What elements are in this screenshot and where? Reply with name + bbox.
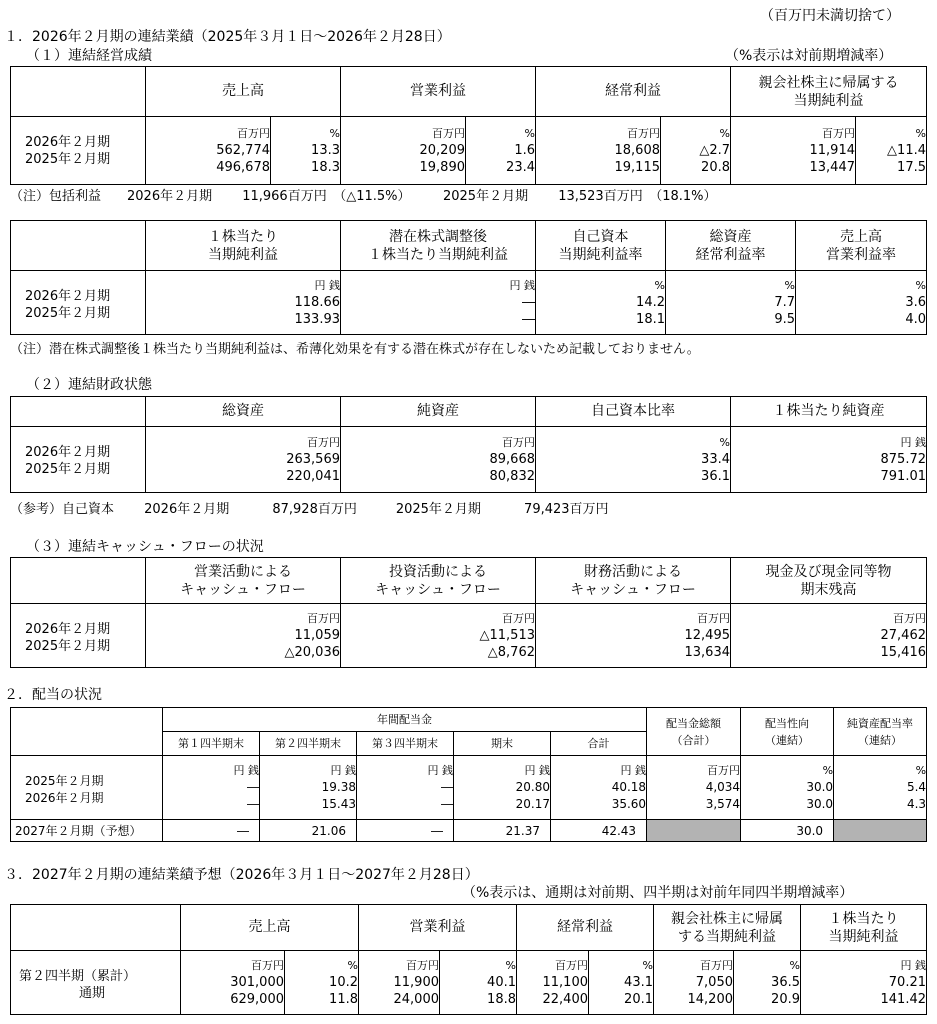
header-net-income: 親会社株主に帰属 する当期純利益 <box>654 905 801 951</box>
value: 18,608 <box>614 143 660 158</box>
payout-ratio-cell: % 30.0 30.0 <box>741 756 834 820</box>
header-q1-end: 第１四半期末 <box>163 732 260 756</box>
header-operating-income: 営業利益 <box>359 905 517 951</box>
operating-pct-cell: % 40.1 18.8 <box>440 951 517 1015</box>
header-blank <box>11 397 146 427</box>
header-operating-income: 営業利益 <box>341 67 536 117</box>
subsection-operating-results: （１）連結経営成績 <box>26 48 152 64</box>
value: 9.5 <box>774 312 795 327</box>
value: △11,513 <box>479 628 535 643</box>
value: 4,034 <box>705 780 741 794</box>
value: 22,400 <box>542 992 588 1007</box>
equity-ratio-cell: % 33.4 36.1 <box>536 427 731 493</box>
value: △11.4 <box>887 143 926 158</box>
row-labels <box>11 951 181 1015</box>
value: 875.72 <box>880 452 926 467</box>
header-doe: 純資産配当率 （連結） <box>834 708 927 756</box>
header-ordinary-income: 経常利益 <box>517 905 654 951</box>
value: 18.3 <box>311 160 340 175</box>
value: 11,900 <box>393 975 439 990</box>
value: 629,000 <box>230 992 284 1007</box>
row-label: 2025年２月期 <box>25 639 111 654</box>
operating-amount-cell: 百万円 20,209 19,890 <box>341 117 466 185</box>
dividends-table <box>10 707 927 842</box>
row-label: 2026年２月期 <box>25 135 111 150</box>
value: 301,000 <box>230 975 284 990</box>
row-label: 2025年２月期 <box>25 774 104 788</box>
operating-results-table <box>10 66 927 185</box>
header-eps: １株当たり 当期純利益 <box>146 221 341 271</box>
forecast-table <box>10 904 927 1015</box>
net-income-amount-cell: 百万円 7,050 14,200 <box>654 951 734 1015</box>
value: 23.4 <box>506 160 535 175</box>
header-q2-end: 第２四半期末 <box>260 732 357 756</box>
operating-pct-cell: % 1.6 23.4 <box>466 117 536 185</box>
value: 220,041 <box>286 469 340 484</box>
value: 40.1 <box>487 975 516 990</box>
header-net-income-line1: 親会社株主に帰属する <box>758 74 899 91</box>
value: 13.3 <box>311 143 340 158</box>
value: 89,668 <box>489 452 535 467</box>
forecast-percent-note: （%表示は、通期は対前期、四半期は対前年同四半期増減率） <box>462 885 854 901</box>
value: 4.0 <box>905 312 926 327</box>
section2-title: ２．配当の状況 <box>4 687 102 703</box>
header-blank <box>11 708 163 756</box>
value: △8,762 <box>487 645 535 660</box>
row-label: 第２四半期（累計） <box>19 969 137 984</box>
net-income-pct-cell: % △11.4 17.5 <box>856 117 927 185</box>
ordinary-amount-cell: 百万円 11,100 22,400 <box>517 951 589 1015</box>
ordinary-pct-cell: % 43.1 20.1 <box>589 951 654 1015</box>
total-dividend-per-share-cell: 円 銭 40.18 35.60 <box>551 756 647 820</box>
row-labels <box>11 604 146 668</box>
per-share-ratios-table <box>10 220 927 335</box>
header-blank <box>11 221 146 271</box>
header-q3-end: 第３四半期末 <box>357 732 454 756</box>
value: 18.8 <box>487 992 516 1007</box>
header-operating-cf: 営業活動による キャッシュ・フロー <box>146 558 341 604</box>
net-income-amount-cell: 百万円 11,914 13,447 <box>731 117 856 185</box>
ordinary-amount-cell: 百万円 18,608 19,115 <box>536 117 661 185</box>
header-total-assets: 総資産 <box>146 397 341 427</box>
value: 11.8 <box>329 992 358 1007</box>
value: 141.42 <box>880 992 926 1007</box>
net-income-pct-cell: % 36.5 20.9 <box>734 951 801 1015</box>
value: 40.18 <box>611 780 647 794</box>
value: ― <box>441 780 453 794</box>
header-net-income-line2: 当期純利益 <box>793 92 864 109</box>
value: 562,774 <box>216 143 270 158</box>
value: 11,059 <box>294 628 340 643</box>
roe-cell: % 14.2 18.1 <box>536 271 666 335</box>
row-label: 通期 <box>79 986 106 1001</box>
forecast-q2-dividend: 21.06 <box>260 820 357 842</box>
net-assets-cell: 百万円 89,668 80,832 <box>341 427 536 493</box>
value: 19,115 <box>614 160 660 175</box>
value: 70.21 <box>888 975 926 990</box>
sales-amount-cell: 百万円 301,000 629,000 <box>181 951 285 1015</box>
forecast-total-amount-shaded <box>647 820 741 842</box>
header-ordinary-income: 経常利益 <box>536 67 731 117</box>
value: 13,634 <box>684 645 730 660</box>
header-net-income <box>731 67 927 117</box>
value: 20.9 <box>771 992 800 1007</box>
value: 3,574 <box>705 797 741 811</box>
forecast-year-end-dividend: 21.37 <box>454 820 551 842</box>
value: 30.0 <box>806 797 834 811</box>
header-blank <box>11 67 146 117</box>
value: 13,447 <box>809 160 855 175</box>
header-payout-ratio: 配当性向 （連結） <box>741 708 834 756</box>
total-dividend-amount-cell: 百万円 4,034 3,574 <box>647 756 741 820</box>
subsection-cash-flows: （３）連結キャッシュ・フローの状況 <box>26 539 264 555</box>
header-blank <box>11 905 181 951</box>
unit-note: （百万円未満切捨て） <box>760 8 900 24</box>
header-equity-ratio: 自己資本比率 <box>536 397 731 427</box>
header-total-dividend: 配当金総額 （合計） <box>647 708 741 756</box>
financial-position-table <box>10 396 927 493</box>
diluted-eps-note: （注）潜在株式調整後１株当たり当期純利益は、希薄化効果を有する潜在株式が存在しないため記載しておりません。 <box>10 342 700 357</box>
forecast-doe-shaded <box>834 820 927 842</box>
value: 11,914 <box>809 143 855 158</box>
row-labels <box>11 756 163 820</box>
value: 27,462 <box>880 628 926 643</box>
forecast-row-label: 2027年２月期（予想） <box>11 820 163 842</box>
bps-cell: 円 銭 875.72 791.01 <box>731 427 927 493</box>
eps-cell: 円 銭 70.21 141.42 <box>801 951 927 1015</box>
row-label: 2025年２月期 <box>25 152 111 167</box>
investing-cf-cell: 百万円 △11,513 △8,762 <box>341 604 536 668</box>
header-blank <box>11 558 146 604</box>
value: 14.2 <box>636 295 665 310</box>
header-roa: 総資産 経常利益率 <box>666 221 796 271</box>
value: ― <box>247 797 259 811</box>
value: 5.4 <box>906 780 927 794</box>
q3-dividend-cell: 円 銭 ― ― <box>357 756 454 820</box>
row-label: 2026年２月期 <box>25 445 111 460</box>
value: 263,569 <box>286 452 340 467</box>
header-year-end: 期末 <box>454 732 551 756</box>
value: 24,000 <box>393 992 439 1007</box>
value: 20.1 <box>624 992 653 1007</box>
value: 36.5 <box>771 975 800 990</box>
cash-balance-cell: 百万円 27,462 15,416 <box>731 604 927 668</box>
header-diluted-eps: 潜在株式調整後 １株当たり当期純利益 <box>341 221 536 271</box>
comprehensive-income-note: （注）包括利益 2026年２月期 11,966百万円 （△11.5%） 2025年２月期 13,523百万円 （18.1%） <box>10 189 717 204</box>
value: △2.7 <box>699 143 730 158</box>
header-total: 合計 <box>551 732 647 756</box>
value: 15.43 <box>321 797 356 811</box>
eps-cell: 円 銭 118.66 133.93 <box>146 271 341 335</box>
value: 19,890 <box>419 160 465 175</box>
sales-pct-cell: % 13.3 18.3 <box>271 117 341 185</box>
row-label: 2026年２月期 <box>25 289 111 304</box>
operating-cf-cell: 百万円 11,059 △20,036 <box>146 604 341 668</box>
cash-flows-table <box>10 557 927 668</box>
operating-margin-cell: % 3.6 4.0 <box>796 271 927 335</box>
header-sales: 売上高 <box>181 905 359 951</box>
value: 133.93 <box>294 312 340 327</box>
section3-title: ３．2027年２月期の連結業績予想（2026年３月１日～2027年２月28日） <box>4 867 479 883</box>
row-labels <box>11 427 146 493</box>
value: 20.17 <box>515 797 550 811</box>
header-roe: 自己資本 当期純利益率 <box>536 221 666 271</box>
value: 20,209 <box>419 143 465 158</box>
q1-dividend-cell: 円 銭 ― ― <box>163 756 260 820</box>
value: 14,200 <box>687 992 733 1007</box>
row-labels <box>11 117 146 185</box>
value: 10.2 <box>329 975 358 990</box>
header-cash-balance: 現金及び現金同等物 期末残高 <box>731 558 927 604</box>
value: 33.4 <box>701 452 730 467</box>
value: ― <box>441 797 453 811</box>
q2-dividend-cell: 円 銭 19.38 15.43 <box>260 756 357 820</box>
operating-amount-cell: 百万円 11,900 24,000 <box>359 951 440 1015</box>
value: 12,495 <box>684 628 730 643</box>
value: 3.6 <box>905 295 926 310</box>
financing-cf-cell: 百万円 12,495 13,634 <box>536 604 731 668</box>
forecast-q1-dividend: ― <box>163 820 260 842</box>
header-operating-margin: 売上高 営業利益率 <box>796 221 927 271</box>
header-financing-cf: 財務活動による キャッシュ・フロー <box>536 558 731 604</box>
row-label: 2025年２月期 <box>25 462 111 477</box>
value: 118.66 <box>294 295 340 310</box>
value: 43.1 <box>624 975 653 990</box>
header-sales: 売上高 <box>146 67 341 117</box>
value: 80,832 <box>489 469 535 484</box>
sales-amount-cell: 百万円 562,774 496,678 <box>146 117 271 185</box>
value: 19.38 <box>321 780 356 794</box>
value: 7.7 <box>774 295 795 310</box>
diluted-eps-cell: 円 銭 ― ― <box>341 271 536 335</box>
forecast-payout-ratio: 30.0 <box>741 820 834 842</box>
row-label: 2026年２月期 <box>25 622 111 637</box>
equity-reference-note: （参考）自己資本 2026年２月期 87,928百万円 2025年２月期 79,423百万円 <box>10 502 609 517</box>
forecast-q3-dividend: ― <box>357 820 454 842</box>
value: 17.5 <box>897 160 926 175</box>
value: ― <box>522 312 535 327</box>
year-end-dividend-cell: 円 銭 20.80 20.17 <box>454 756 551 820</box>
section1-title: １．2026年２月期の連結業績（2025年３月１日～2026年２月28日） <box>4 29 451 45</box>
header-investing-cf: 投資活動による キャッシュ・フロー <box>341 558 536 604</box>
sales-pct-cell: % 10.2 11.8 <box>285 951 359 1015</box>
header-eps: １株当たり 当期純利益 <box>801 905 927 951</box>
header-net-assets: 純資産 <box>341 397 536 427</box>
value: 20.80 <box>515 780 550 794</box>
value: ― <box>522 295 535 310</box>
value: 18.1 <box>636 312 665 327</box>
subsection-financial-position: （２）連結財政状態 <box>26 377 152 393</box>
header-bps: １株当たり純資産 <box>731 397 927 427</box>
total-assets-cell: 百万円 263,569 220,041 <box>146 427 341 493</box>
value: 15,416 <box>880 645 926 660</box>
value: 36.1 <box>701 469 730 484</box>
value: 1.6 <box>514 143 535 158</box>
doe-cell: % 5.4 4.3 <box>834 756 927 820</box>
ordinary-pct-cell: % △2.7 20.8 <box>661 117 731 185</box>
forecast-total-dividend: 42.43 <box>551 820 647 842</box>
value: 30.0 <box>806 780 834 794</box>
row-label: 2026年２月期 <box>25 791 104 805</box>
header-annual-dividend: 年間配当金 <box>163 708 647 732</box>
value: 4.3 <box>906 797 927 811</box>
value: 35.60 <box>611 797 647 811</box>
value: ― <box>247 780 259 794</box>
row-label: 2025年２月期 <box>25 306 111 321</box>
value: 7,050 <box>695 975 733 990</box>
row-labels <box>11 271 146 335</box>
value: 496,678 <box>216 160 270 175</box>
percent-note: （%表示は対前期増減率） <box>725 48 893 64</box>
value: 20.8 <box>701 160 730 175</box>
value: 791.01 <box>880 469 926 484</box>
roa-cell: % 7.7 9.5 <box>666 271 796 335</box>
value: △20,036 <box>284 645 340 660</box>
value: 11,100 <box>542 975 588 990</box>
